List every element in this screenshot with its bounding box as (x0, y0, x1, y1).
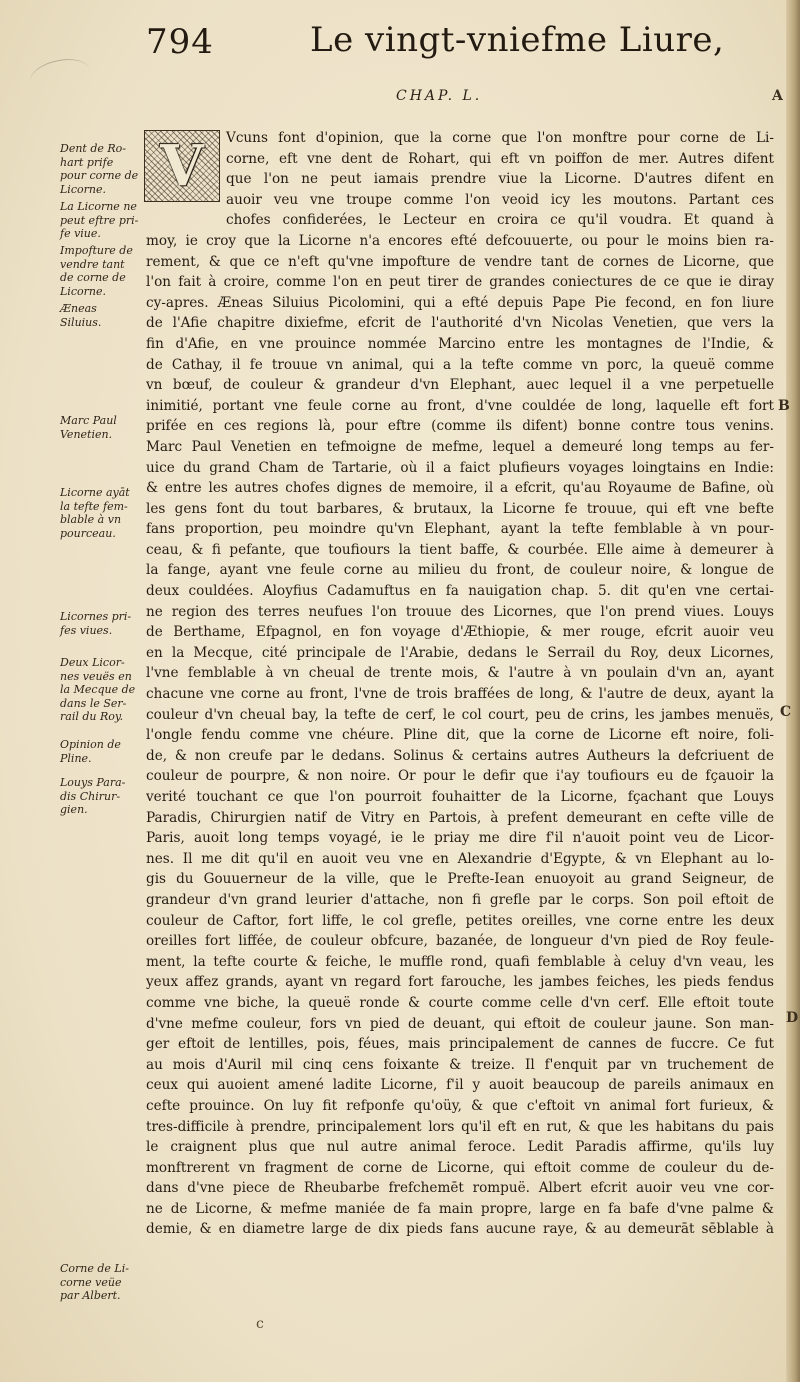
text-line: les gens font du tout barbares, & brutaux, la Licorne fe trouue, qui eft vne befte (146, 500, 774, 517)
text-line: chacune vne corne au front, l'vne de trois braffées de long, & l'autre de deux, ayant la (146, 686, 774, 703)
text-line: uice du grand Cham de Tartarie, où il a faict plufieurs voyages loingtains en Indie: (146, 459, 774, 476)
text-line: oreilles fort liffée, de couleur obfcure, bazanée, de longueur d'vn pied de Roy feule- (146, 933, 774, 950)
text-line: Vcuns font d'opinion, que la corne que l'on monftre pour corne de Li- (226, 130, 774, 146)
text-line: rement, & que ce n'eft qu'vne impofture de vendre tant de cornes de Licorne, que (146, 253, 774, 270)
text-line: au mois d'Auril mil cinq cens foixante & treize. Il f'enquit par vn truchement de (146, 1056, 774, 1073)
drop-cap-ornament (144, 130, 220, 202)
text-line: inimitié, portant vne feule corne au front, d'vne couldée de long, laquelle eft fort (146, 397, 774, 414)
text-line: tres-difficile à prendre, principalement lors qu'il eft en rut, & que les habitans du pais (146, 1118, 774, 1135)
text-line: & entre les autres chofes dignes de memoire, il a efcrit, qu'au Royaume de Bafine, où (146, 480, 774, 497)
page-edge (786, 0, 800, 1382)
text-line: ceau, & fi pefante, que toufiours la tient baffe, & courbée. Elle aime à demeurer à (146, 541, 774, 558)
running-title: Le vingt-vniefme Liure, (310, 20, 725, 60)
text-line: cy-apres. Æneas Siluius Picolomini, qui a efté depuis Pape Pie fecond, en fon liure (146, 294, 774, 311)
text-line: Paris, auoit long temps voyagé, ie le priay me dire f'il n'auoit point veu de Licor- (146, 830, 774, 847)
text-line: Paradis, Chirurgien natif de Vitry en Partois, à prefent demeurant en cefte ville de (146, 809, 774, 826)
edge-letter-a: A (772, 88, 783, 104)
margin-note: Licornes pri- fes viues. (60, 610, 132, 637)
text-line: cefte prouince. On luy fit refponfe qu'oüy, & que c'eftoit vn animal fort furieux, & (146, 1097, 774, 1114)
text-line: nes. Il me dit qu'il en auoit veu vne en Alexandrie d'Egypte, & vn Elephant au lo- (146, 850, 774, 867)
text-line: corne, eft vne dent de Rohart, qui eft vn poiffon de mer. Autres difent (226, 150, 774, 167)
margin-note: Dent de Ro- hart prife pour corne de Licorne. (60, 142, 139, 196)
text-line: vn bœuf, de couleur & grandeur d'vn Elephant, auec lequel il a vne perpetuelle (146, 377, 774, 394)
edge-letter-b: B (778, 398, 790, 414)
edge-letter-d: D (786, 1010, 799, 1026)
text-line: couleur de Caftor, fort liffe, le col grefle, petites oreilles, vne corne entre les deux (146, 912, 774, 929)
chapter-heading: CHAP. L. (396, 88, 483, 104)
margin-note: Opinion de Pline. (60, 738, 121, 765)
margin-note: Louys Para- dis Chirur- gien. (60, 776, 126, 816)
text-line: prifée en ces regions là, pour eftre (comme ils difent) bonne contre tous venins. (146, 418, 774, 435)
text-line: de Berthame, Efpagnol, en fon voyage d'Æthiopie, & mer rouge, efcrit auoir veu (146, 624, 774, 641)
bottom-mark: c (256, 1316, 264, 1332)
text-lines (146, 128, 774, 1240)
text-line: l'on fait à croire, comme l'on en peut tirer de grandes coniectures de ce que ie diray (146, 274, 774, 291)
text-line: deux couldées. Aloyfius Cadamuftus en fa nauigation chap. 5. dit qu'en vne certai- (146, 583, 774, 600)
text-line: de Cathay, il fe trouue vn animal, qui a la tefte comme vn porc, la queuë comme (146, 356, 774, 373)
text-line: la fange, ayant vne feule corne au milieu du front, de couleur noire, & longue de (146, 562, 774, 579)
text-line: chofes confiderées, le Lecteur en croira ce qu'il voudra. Et quand à (226, 212, 774, 229)
text-line: verité touchant ce que l'on pourroit fouhaitter de la Licorne, fçachant que Louys (146, 789, 774, 805)
body-text (146, 128, 774, 1240)
text-line: de l'Afie chapitre dixiefme, efcrit de l'authorité d'vn Nicolas Venetien, que vers la (146, 315, 774, 332)
text-line: que l'on ne peut iamais prendre viue la Licorne. D'autres difent en (226, 171, 774, 188)
margin-note: Corne de Li- corne veüe par Albert. (60, 1262, 129, 1302)
text-line: l'vne femblable à vn cheual de trente mois, & l'autre à vn poulain d'vn an, ayant (146, 665, 774, 682)
margin-note: Marc Paul Venetien. (60, 414, 117, 441)
margin-note: La Licorne ne peut eftre pri- fe viue. (60, 200, 139, 240)
text-line: ne region des terres neufues l'on trouue des Licornes, que l'on prend viues. Louys (146, 603, 774, 620)
text-line: yeux affez grands, ayant vn regard fort farouche, les jambes feiches, les pieds fendus (146, 974, 774, 991)
page-header (140, 18, 725, 68)
text-line: gis du Gouuerneur de la ville, que le Prefte-Iean enuoyoit au grand Seigneur, de (146, 871, 774, 888)
text-line: d'vne mefme couleur, fors vn pied de deuant, qui eftoit de couleur jaune. Son man- (146, 1015, 774, 1032)
margin-note: Deux Licor- nes veuës en la Mecque de dans le Ser- rail du Roy. (60, 656, 136, 723)
text-line: le craignent plus que nul autre animal feroce. Ledit Paradis affirme, qu'ils luy (146, 1139, 774, 1156)
text-line: ne de Licorne, & mefme maniée de fa main propre, large en fa bafe d'vne palme & (146, 1200, 774, 1217)
text-line: l'ongle fendu comme vne chéure. Pline dit, que la corne de Licorne eft noire, foli- (146, 727, 774, 744)
text-line: moy, ie croy que la Licorne n'a encores efté defcouuerte, ou pour le moins bien ra- (146, 232, 774, 249)
text-line: ceux qui auoient amené ladite Licorne, f'il y auoit beaucoup de pareils animaux en (146, 1077, 774, 1094)
text-line: ger eftoit de lentilles, pois, féues, mais principalement de cannes de fuccre. Ce fut (146, 1036, 774, 1053)
text-line: monftrerent vn fragment de corne de Licorne, qui eftoit comme de couleur du de- (146, 1159, 774, 1176)
pencil-mark (27, 54, 92, 97)
text-line: de, & non creufe par le dedans. Solinus & certains autres Autheurs la defcriuent de (146, 747, 774, 764)
text-line: dans d'vne piece de Rheubarbe frefchemēt rompuë. Albert efcrit auoir veu vne cor- (146, 1180, 774, 1197)
text-line: couleur d'vn cheual bay, la tefte de cerf, le col court, peu de crins, les jambes menuës, (146, 706, 774, 723)
margin-note: Licorne ayāt la tefte fem- blable à vn pourceau. (60, 486, 130, 540)
text-line: auoir veu vne troupe comme l'on veoid icy les moutons. Partant ces (226, 191, 774, 208)
text-line: comme vne biche, la queuë ronde & courte comme celle d'vn cerf. Elle eftoit toute (146, 994, 774, 1011)
text-line: fans proportion, peu moindre qu'vn Elephant, ayant la tefte femblable à vn pour- (146, 521, 774, 538)
text-line: en la Mecque, cité principale de l'Arabie, dedans le Serrail du Roy, deux Licornes, (146, 644, 774, 661)
edge-letter-c: C (780, 704, 792, 720)
text-line: grandeur d'vn grand leurier d'attache, non fi grefle par le corps. Son poil eftoit de (146, 891, 774, 908)
margin-note: Impofture de vendre tant de corne de Licorne. (60, 244, 133, 298)
text-line: Marc Paul Venetien en tefmoigne de mefme, lequel a demeuré long temps au fer- (146, 438, 774, 455)
text-line: couleur de pourpre, & non noire. Or pour le defir que i'ay toufiours eu de fçauoir la (146, 768, 774, 785)
text-line: ment, la tefte courte & feiche, le muffle rond, quafi femblable à celuy d'vn veau, les (146, 953, 774, 970)
page-number: 794 (146, 22, 214, 62)
text-line: demie, & en diametre large de dix pieds fans aucune raye, & au demeurāt sēblable à (146, 1221, 774, 1238)
drop-cap-letter: V (160, 133, 204, 199)
margin-note: Æneas Siluius. (60, 302, 102, 329)
text-line: fin d'Afie, en vne prouince nommée Marcino entre les montagnes de l'Indie, & (146, 335, 774, 352)
